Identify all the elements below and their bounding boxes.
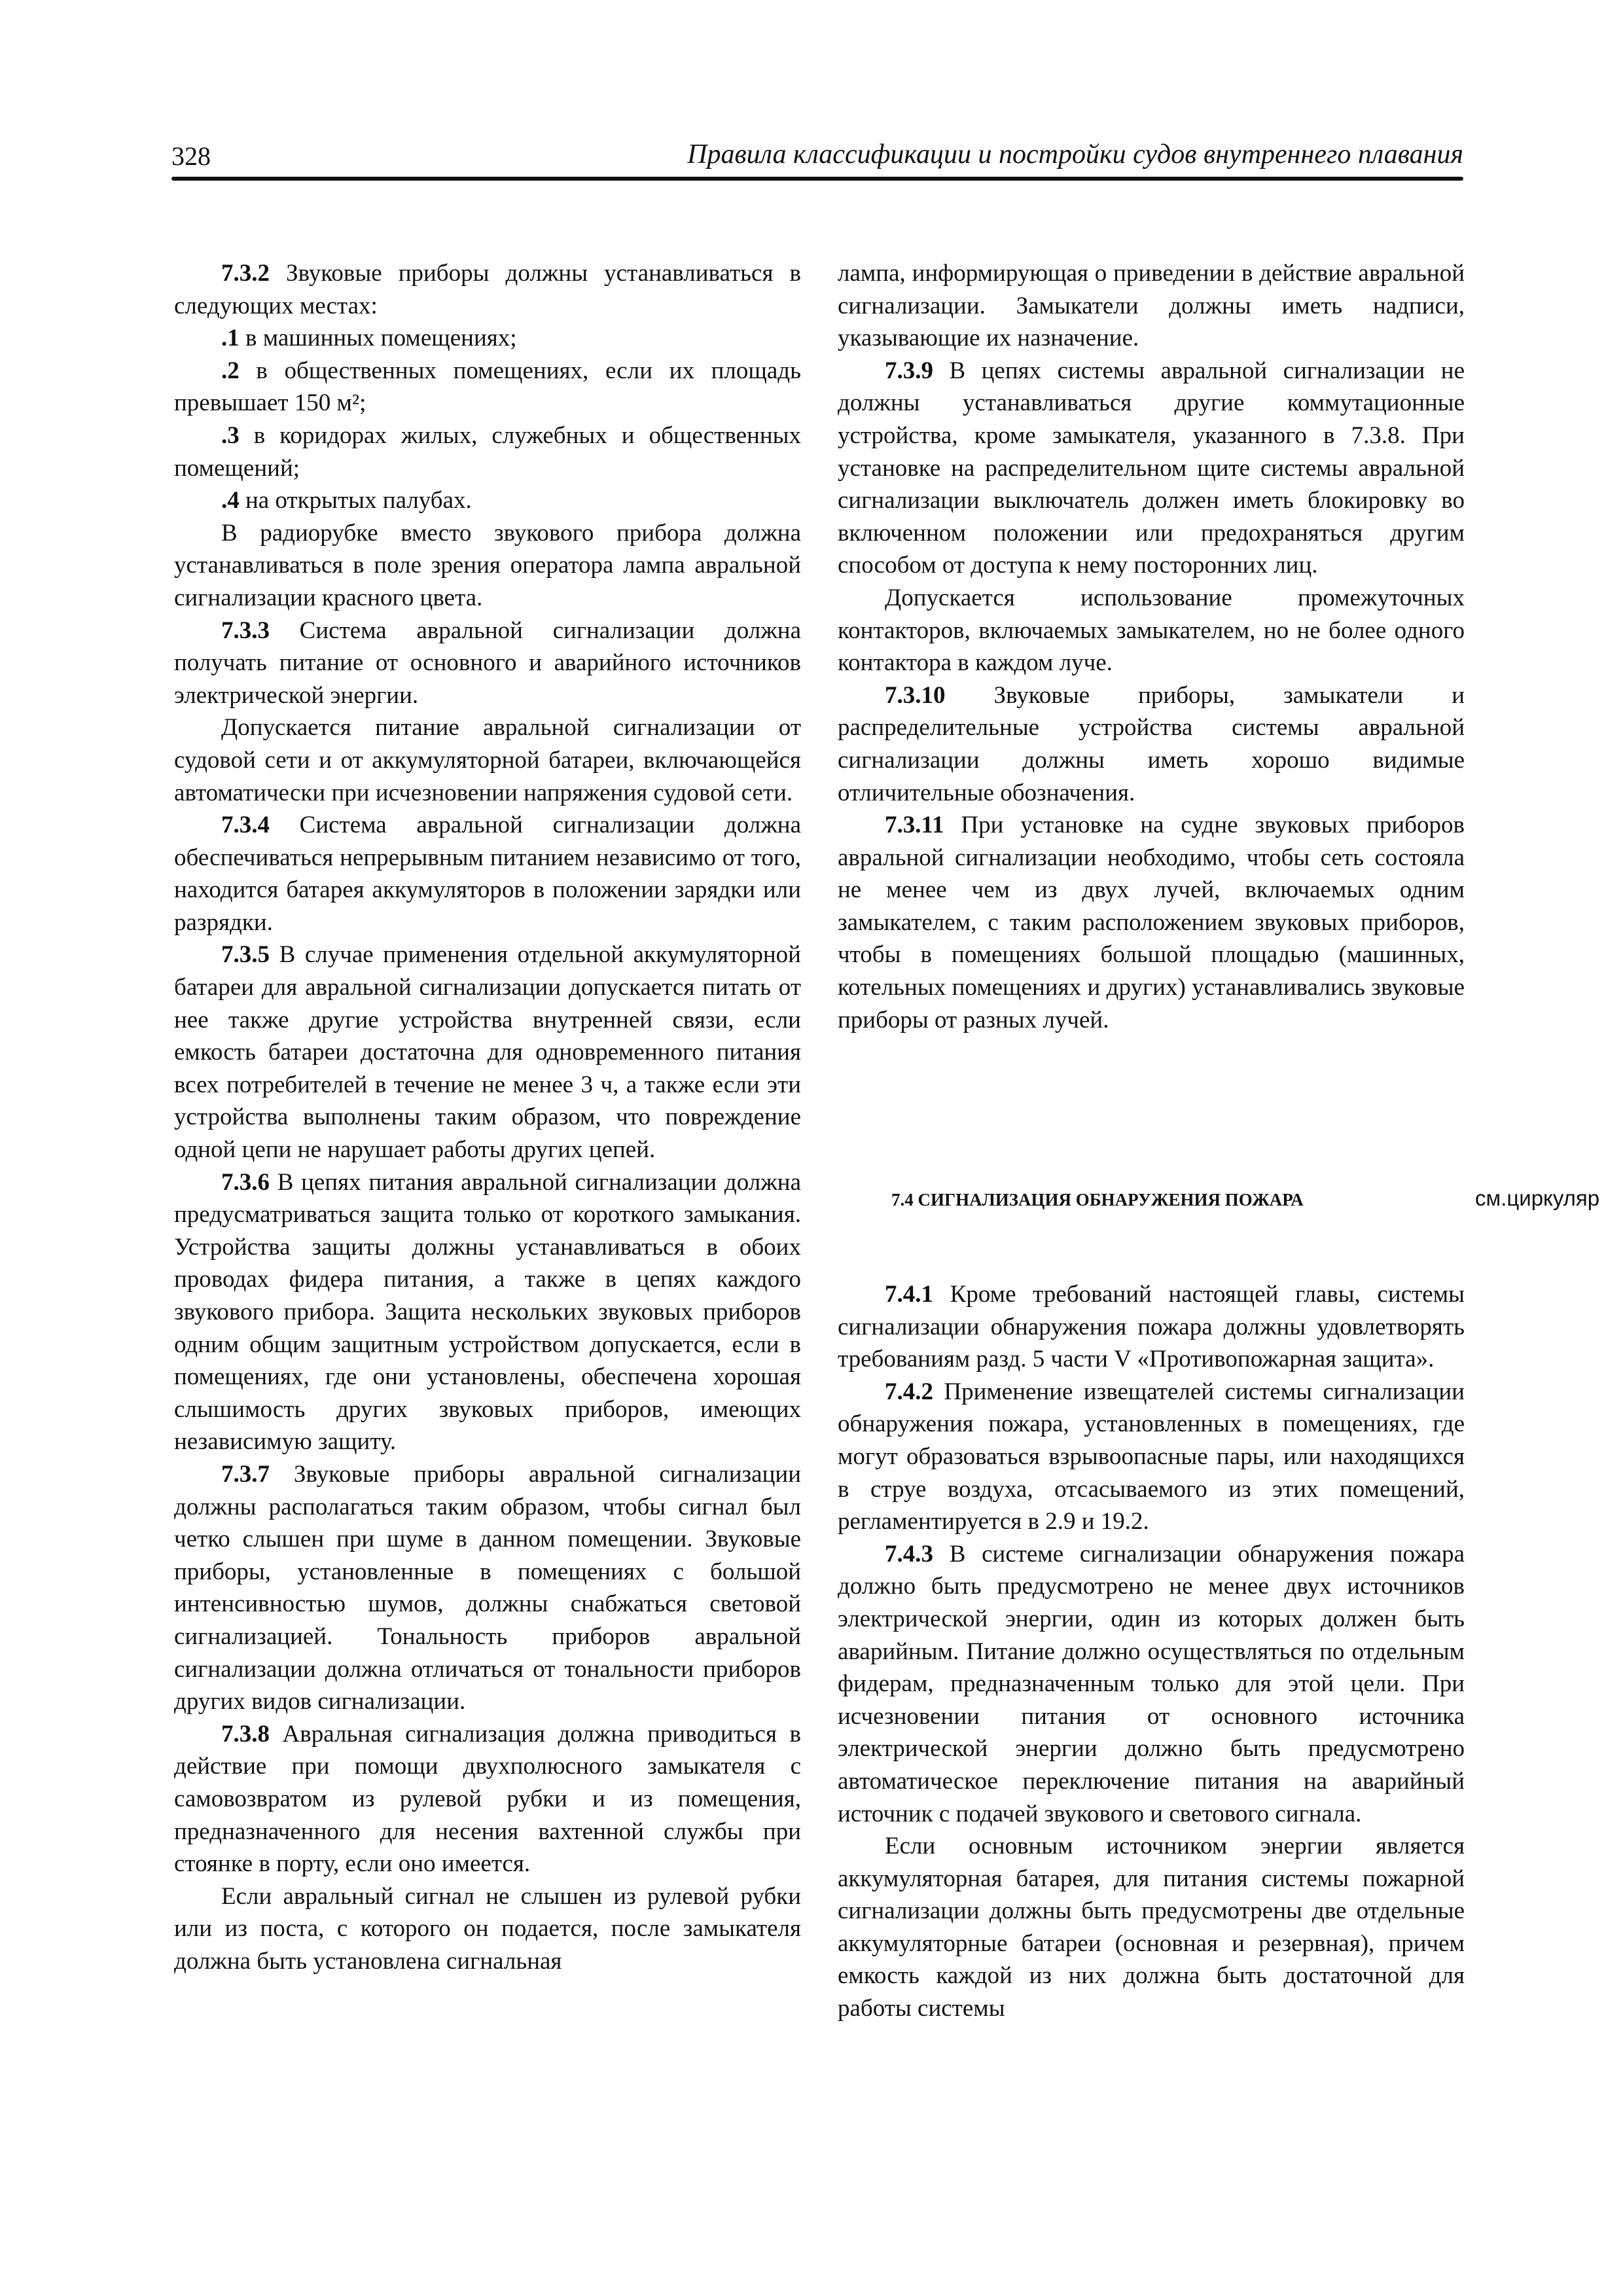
clause-number: 7.3.9 — [885, 357, 933, 384]
paragraph — [174, 322, 801, 355]
paragraph-text: в общественных помещениях, если их площадь превышает 150 м²; — [174, 357, 801, 417]
paragraph — [838, 1376, 1465, 1538]
paragraph-text: В цепях системы авральной сигнализации не должны устанавливаться другие коммутационные устройства, кроме замыкателя, указанного в 7.3.8. При установке на распределительном щите системы авральной сигнализации выключатель должен иметь блокировку во включенном положении или предохраняться другим способом от доступа к нему посторонних лиц. — [838, 357, 1465, 579]
paragraph — [174, 484, 801, 517]
paragraph-text: Если авральный сигнал не слышен из рулевой рубки или из поста, с которого он подается, после замыкателя должна быть установлена сигнальная — [174, 1882, 801, 1975]
paragraph — [174, 420, 801, 484]
paragraph-text: В цепях питания авральной сигнализации должна предусматриваться защита только от короткого замыкания. Устройства защиты должны устанавливаться в обоих проводах фидера питания, а также в цепях каждого звукового прибора. Защита нескольких звуковых приборов одним общим защитным устройством допускается, если в помещениях, где они установлены, обеспечена хорошая слышимость других звуковых приборов, имеющих независимую защиту. — [174, 1168, 801, 1456]
paragraph — [174, 1880, 801, 1978]
paragraph — [838, 355, 1465, 582]
paragraph — [838, 257, 1465, 355]
paragraph — [174, 355, 801, 420]
clause-number: 7.4.1 — [885, 1281, 933, 1308]
paragraph-text: Кроме требований настоящей главы, системы сигнализации обнаружения пожара должны удовлетворять требованиям разд. 5 части V «Противопожарная защита». — [838, 1281, 1465, 1373]
margin-note: см.циркуляр — [1475, 1186, 1600, 1210]
paragraph-text: на открытых палубах. — [239, 487, 472, 514]
paragraph-text: В системе сигнализации обнаружения пожара должно быть предусмотрено не менее двух источников электрической энергии, один из которых должен быть аварийным. Питание должно осуществляться по отдельным фидерам, предназначенным только для этой цели. При исчезновении питания от основного источника электрической энергии должно быть предусмотрено автоматическое переключение питания на аварийный источник с подачей звукового и светового сигнала. — [838, 1540, 1465, 1827]
clause-number: 7.3.4 — [221, 812, 270, 839]
paragraph-text: Звуковые приборы должны устанавливаться в следующих местах: — [174, 260, 801, 319]
clause-number: 7.3.3 — [221, 617, 270, 644]
paragraph — [174, 711, 801, 809]
paragraph — [174, 1718, 801, 1880]
paragraph — [174, 257, 801, 322]
right-column-bottom — [838, 1278, 1465, 2025]
clause-number: .4 — [221, 487, 240, 514]
clause-number: 7.3.5 — [221, 941, 270, 969]
paragraph — [838, 809, 1465, 1036]
running-title: Правила классификации и постройки судов внутреннего плавания — [687, 139, 1463, 170]
paragraph-text: Звуковые приборы авральной сигнализации должны располагаться таким образом, чтобы сигнал был четко слышен при шуме в данном помещении. Звуковые приборы, установленные в помещениях с большой интенсивностью шумов, должны снабжаться световой сигнализацией. Тональность приборов авральной сигнализации должна отличаться от тональности приборов других видов сигнализации. — [174, 1460, 801, 1715]
paragraph — [838, 1538, 1465, 1830]
paragraph — [174, 1166, 801, 1458]
paragraph — [174, 1458, 801, 1718]
paragraph-text: Система авральной сигнализации должна получать питание от основного и аварийного источников электрической энергии. — [174, 617, 801, 709]
clause-number: 7.3.2 — [221, 260, 270, 287]
paragraph — [838, 582, 1465, 679]
paragraph-text: Применение извещателей системы сигнализации обнаружения пожара, установленных в помещениях, где могут образоваться взрывоопасные пары, или находящихся в струе воздуха, отсасываемого из этих помещений, регламентируется в 2.9 и 19.2. — [838, 1378, 1465, 1535]
paragraph — [174, 809, 801, 939]
clause-number: .3 — [221, 422, 240, 449]
right-column-top — [838, 257, 1465, 1036]
paragraph — [838, 1830, 1465, 2025]
paragraph — [174, 939, 801, 1166]
paragraph-text: Если основным источником энергии является аккумуляторная батарея, для питания системы пожарной сигнализации должны быть предусмотрены две отдельные аккумуляторные батареи (основная и резервная), причем емкость каждой из них должна быть достаточной для работы системы — [838, 1833, 1465, 2022]
clause-number: 7.3.8 — [221, 1720, 270, 1748]
clause-number: 7.3.11 — [885, 812, 944, 839]
clause-number: 7.3.7 — [221, 1460, 270, 1488]
paragraph — [838, 679, 1465, 809]
paragraph-text: В случае применения отдельной аккумуляторной батареи для авральной сигнализации допускается питать от нее также другие устройства внутренней связи, если емкость батареи достаточна для одновременного питания всех потребителей в течение не менее 3 ч, а также если эти устройства выполнены таким образом, что повреждение одной цепи не нарушает работы других цепей. — [174, 941, 801, 1164]
paragraph-text: В радиорубке вместо звукового прибора должна устанавливаться в поле зрения оператора лампа авральной сигнализации красного цвета. — [174, 519, 801, 611]
page-number: 328 — [171, 141, 211, 171]
paragraph-text: Система авральной сигнализации должна обеспечиваться непрерывным питанием независимо от того, находится батарея аккумуляторов в положении зарядки или разрядки. — [174, 812, 801, 936]
paragraph — [838, 1278, 1465, 1376]
paragraph-text: в машинных помещениях; — [239, 325, 517, 352]
clause-number: 7.3.10 — [885, 681, 946, 709]
left-column — [174, 257, 801, 1977]
paragraph — [174, 517, 801, 615]
paragraph-text: в коридорах жилых, служебных и общественных помещений; — [174, 422, 801, 482]
paragraph-text: При установке на судне звуковых приборов авральной сигнализации необходимо, чтобы сеть состояла не менее чем из двух лучей, включаемых одним замыкателем, с таким расположением звуковых приборов, чтобы в помещениях большой площадью (машинных, котельных помещениях и других) устанавливались звуковые приборы от разных лучей. — [838, 812, 1465, 1033]
clause-number: 7.3.6 — [221, 1168, 270, 1196]
clause-number: 7.4.3 — [885, 1540, 933, 1568]
clause-number: .1 — [221, 325, 240, 352]
paragraph-text: лампа, информирующая о приведении в действие авральной сигнализации. Замыкатели должны иметь надписи, указывающие их назначение. — [838, 260, 1465, 352]
paragraph-text: Допускается использование промежуточных контакторов, включаемых замыкателем, но не более одного контактора в каждом луче. — [838, 584, 1465, 677]
paragraph — [174, 615, 801, 712]
header-rule — [171, 177, 1463, 181]
section-heading: 7.4 СИГНАЛИЗАЦИЯ ОБНАРУЖЕНИЯ ПОЖАРА — [891, 1190, 1304, 1210]
paragraph-text: Авральная сигнализация должна приводиться в действие при помощи двухполюсного замыкателя с самовозвратом из рулевой рубки и из помещения, предназначенного для несения вахтенной службы при стоянке в порту, если оно имеется. — [174, 1720, 801, 1878]
clause-number: 7.4.2 — [885, 1378, 933, 1405]
clause-number: .2 — [221, 357, 240, 384]
paragraph-text: Звуковые приборы, замыкатели и распределительные устройства системы авральной сигнализации должны иметь хорошо видимые отличительные обозначения. — [838, 681, 1465, 806]
paragraph-text: Допускается питание авральной сигнализации от судовой сети и от аккумуляторной батареи, включающейся автоматически при исчезновении напряжения судовой сети. — [174, 714, 801, 806]
